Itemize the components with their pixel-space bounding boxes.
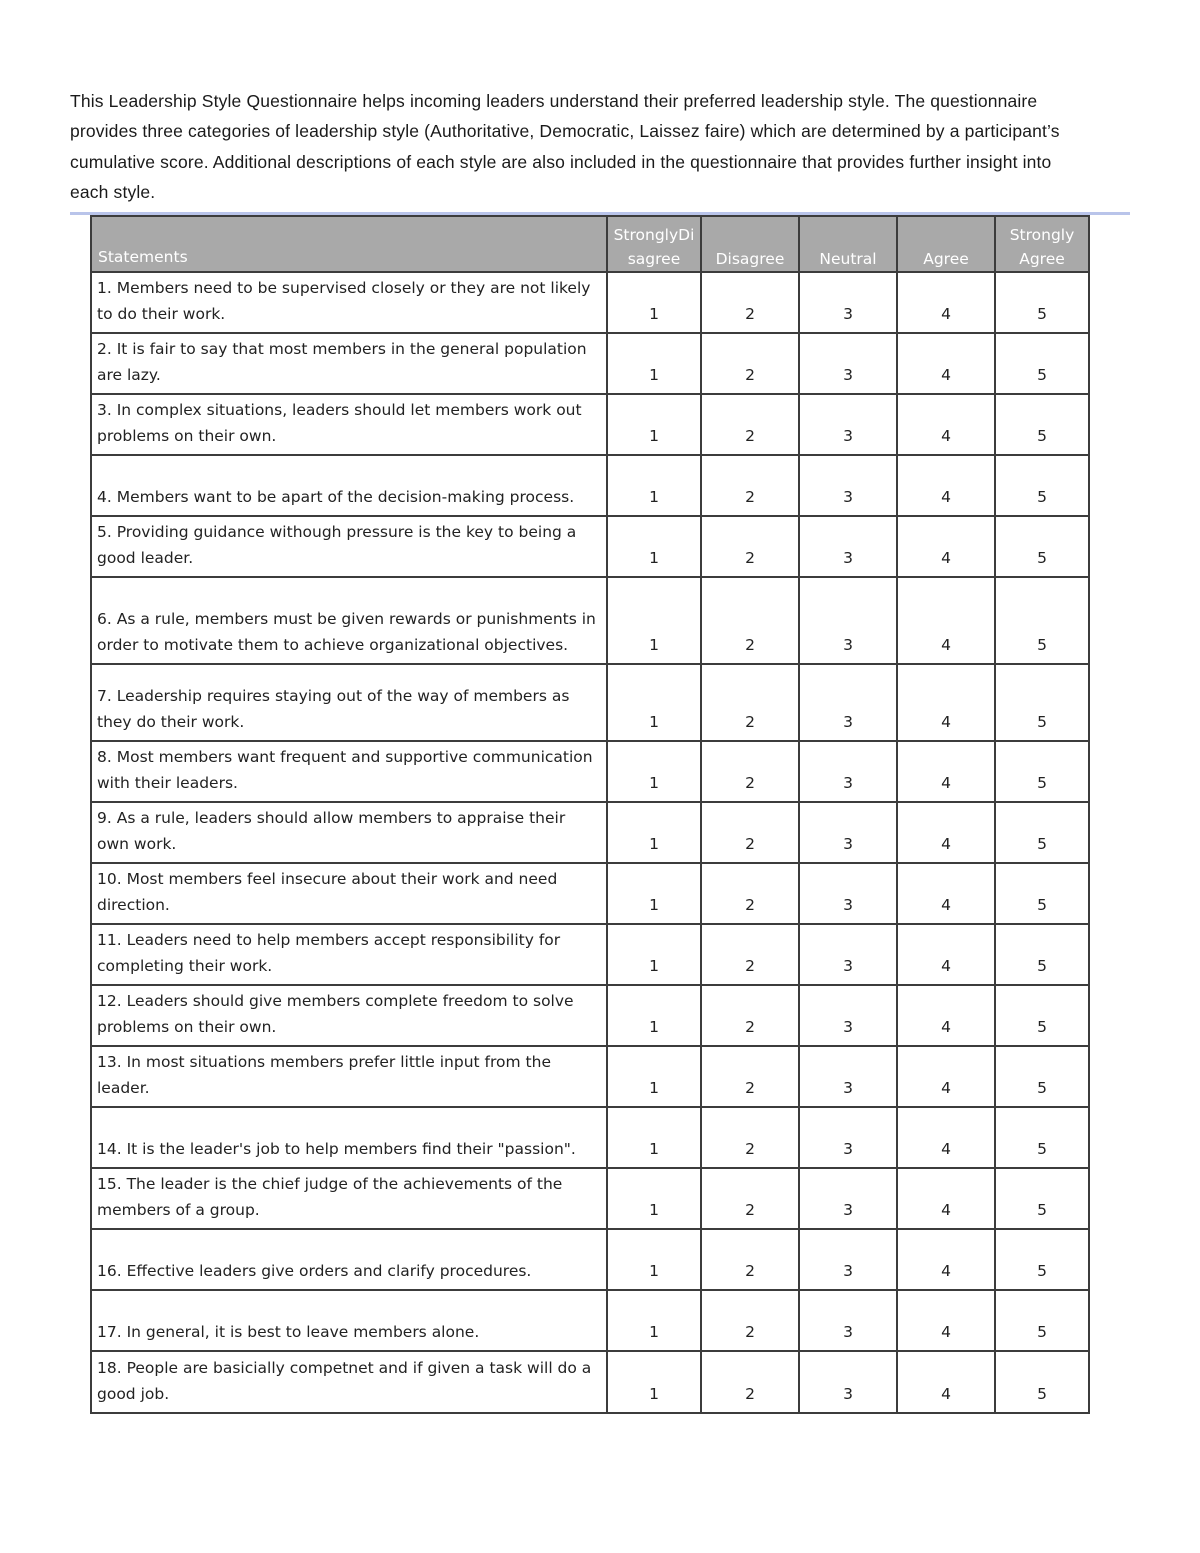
table-row [91, 924, 1089, 985]
score-option-2[interactable]: 2 [701, 272, 799, 333]
score-option-4[interactable]: 4 [897, 516, 995, 577]
intro-paragraph: This Leadership Style Questionnaire helps incoming leaders understand their preferred leadership style. The questionnaire provides three categories of leadership style (Authoritative, Democratic, Laissez faire) which are determined by a participant’s cumulative score. Additional descriptions of each style are also included in the questionnaire that provides further insight into each style. [70, 90, 1060, 202]
score-option-2[interactable]: 2 [701, 1351, 799, 1413]
table-row [91, 863, 1089, 924]
header-disagree: Disagree [701, 216, 799, 272]
score-option-3[interactable]: 3 [799, 863, 897, 924]
score-option-2[interactable]: 2 [701, 333, 799, 394]
table-row [91, 1168, 1089, 1229]
score-option-4[interactable]: 4 [897, 664, 995, 741]
score-option-3[interactable]: 3 [799, 333, 897, 394]
score-option-5[interactable]: 5 [995, 664, 1089, 741]
statement-cell: 6. As a rule, members must be given rewards or punishments in order to motivate them to achieve organizational objectives. [91, 577, 607, 664]
score-option-3[interactable]: 3 [799, 741, 897, 802]
score-option-3[interactable]: 3 [799, 1107, 897, 1168]
score-option-3[interactable]: 3 [799, 1046, 897, 1107]
statement-cell: 14. It is the leader's job to help members find their "passion". [91, 1107, 607, 1168]
statement-cell: 13. In most situations members prefer little input from the leader. [91, 1046, 607, 1107]
table-row [91, 272, 1089, 333]
score-option-1[interactable]: 1 [607, 1351, 701, 1413]
score-option-5[interactable]: 5 [995, 802, 1089, 863]
score-option-2[interactable]: 2 [701, 1107, 799, 1168]
table-row [91, 1046, 1089, 1107]
statement-cell: 7. Leadership requires staying out of the way of members as they do their work. [91, 664, 607, 741]
table-row [91, 1290, 1089, 1351]
statement-cell: 4. Members want to be apart of the decision-making process. [91, 455, 607, 516]
score-option-1[interactable]: 1 [607, 863, 701, 924]
score-option-4[interactable]: 4 [897, 1290, 995, 1351]
score-option-4[interactable]: 4 [897, 455, 995, 516]
score-option-1[interactable]: 1 [607, 272, 701, 333]
score-option-5[interactable]: 5 [995, 394, 1089, 455]
score-option-5[interactable]: 5 [995, 1168, 1089, 1229]
score-option-4[interactable]: 4 [897, 1351, 995, 1413]
score-option-5[interactable]: 5 [995, 924, 1089, 985]
score-option-1[interactable]: 1 [607, 924, 701, 985]
statement-cell: 3. In complex situations, leaders should let members work out problems on their own. [91, 394, 607, 455]
score-option-2[interactable]: 2 [701, 1168, 799, 1229]
table-row [91, 741, 1089, 802]
score-option-5[interactable]: 5 [995, 1107, 1089, 1168]
table-row [91, 1107, 1089, 1168]
table-row [91, 664, 1089, 741]
score-option-4[interactable]: 4 [897, 1168, 995, 1229]
score-option-4[interactable]: 4 [897, 1229, 995, 1290]
score-option-2[interactable]: 2 [701, 802, 799, 863]
score-option-5[interactable]: 5 [995, 1046, 1089, 1107]
statement-cell: 15. The leader is the chief judge of the achievements of the members of a group. [91, 1168, 607, 1229]
score-option-5[interactable]: 5 [995, 1351, 1089, 1413]
statement-cell: 16. Effective leaders give orders and clarify procedures. [91, 1229, 607, 1290]
score-option-5[interactable]: 5 [995, 1290, 1089, 1351]
score-option-1[interactable]: 1 [607, 1290, 701, 1351]
score-option-1[interactable]: 1 [607, 985, 701, 1046]
score-option-3[interactable]: 3 [799, 985, 897, 1046]
header-agree: Agree [897, 216, 995, 272]
score-option-5[interactable]: 5 [995, 741, 1089, 802]
score-option-2[interactable]: 2 [701, 516, 799, 577]
table-row [91, 577, 1089, 664]
score-option-3[interactable]: 3 [799, 1229, 897, 1290]
score-option-3[interactable]: 3 [799, 1168, 897, 1229]
statement-cell: 18. People are basicially competnet and if given a task will do a good job. [91, 1351, 607, 1413]
statement-cell: 10. Most members feel insecure about their work and need direction. [91, 863, 607, 924]
score-option-4[interactable]: 4 [897, 394, 995, 455]
score-option-1[interactable]: 1 [607, 1046, 701, 1107]
score-option-1[interactable]: 1 [607, 394, 701, 455]
header-neutral: Neutral [799, 216, 897, 272]
score-option-3[interactable]: 3 [799, 664, 897, 741]
score-option-1[interactable]: 1 [607, 1229, 701, 1290]
table-row [91, 985, 1089, 1046]
score-option-4[interactable]: 4 [897, 741, 995, 802]
statement-cell: 5. Providing guidance withough pressure is the key to being a good leader. [91, 516, 607, 577]
questionnaire-table [90, 215, 1090, 1414]
score-option-2[interactable]: 2 [701, 1290, 799, 1351]
table-row [91, 394, 1089, 455]
score-option-1[interactable]: 1 [607, 577, 701, 664]
score-option-4[interactable]: 4 [897, 272, 995, 333]
score-option-3[interactable]: 3 [799, 516, 897, 577]
score-option-5[interactable]: 5 [995, 455, 1089, 516]
score-option-1[interactable]: 1 [607, 1168, 701, 1229]
score-option-4[interactable]: 4 [897, 1107, 995, 1168]
score-option-2[interactable]: 2 [701, 924, 799, 985]
score-option-3[interactable]: 3 [799, 272, 897, 333]
score-option-3[interactable]: 3 [799, 802, 897, 863]
score-option-4[interactable]: 4 [897, 333, 995, 394]
score-option-1[interactable]: 1 [607, 664, 701, 741]
score-option-3[interactable]: 3 [799, 1351, 897, 1413]
score-option-4[interactable]: 4 [897, 802, 995, 863]
score-option-3[interactable]: 3 [799, 924, 897, 985]
table-row [91, 455, 1089, 516]
table-row [91, 1351, 1089, 1413]
score-option-2[interactable]: 2 [701, 985, 799, 1046]
statement-cell: 8. Most members want frequent and supportive communication with their leaders. [91, 741, 607, 802]
header-strongly-agree: Strongly Agree [995, 216, 1089, 272]
score-option-3[interactable]: 3 [799, 394, 897, 455]
table-row [91, 333, 1089, 394]
table-row [91, 802, 1089, 863]
score-option-4[interactable]: 4 [897, 985, 995, 1046]
score-option-4[interactable]: 4 [897, 924, 995, 985]
statement-cell: 11. Leaders need to help members accept responsibility for completing their work. [91, 924, 607, 985]
statement-cell: 1. Members need to be supervised closely or they are not likely to do their work. [91, 272, 607, 333]
header-strongly-disagree: StronglyDi sagree [607, 216, 701, 272]
score-option-2[interactable]: 2 [701, 455, 799, 516]
score-option-5[interactable]: 5 [995, 577, 1089, 664]
score-option-2[interactable]: 2 [701, 1046, 799, 1107]
score-option-2[interactable]: 2 [701, 577, 799, 664]
header-row [91, 216, 1089, 272]
table-row [91, 516, 1089, 577]
score-option-5[interactable]: 5 [995, 863, 1089, 924]
score-option-2[interactable]: 2 [701, 863, 799, 924]
score-option-3[interactable]: 3 [799, 577, 897, 664]
score-option-5[interactable]: 5 [995, 985, 1089, 1046]
statement-cell: 9. As a rule, leaders should allow members to appraise their own work. [91, 802, 607, 863]
statement-cell: 17. In general, it is best to leave members alone. [91, 1290, 607, 1351]
score-option-3[interactable]: 3 [799, 1290, 897, 1351]
score-option-2[interactable]: 2 [701, 1229, 799, 1290]
score-option-2[interactable]: 2 [701, 741, 799, 802]
score-option-4[interactable]: 4 [897, 1046, 995, 1107]
score-option-1[interactable]: 1 [607, 802, 701, 863]
score-option-4[interactable]: 4 [897, 863, 995, 924]
score-option-1[interactable]: 1 [607, 741, 701, 802]
score-option-2[interactable]: 2 [701, 394, 799, 455]
score-option-5[interactable]: 5 [995, 272, 1089, 333]
score-option-3[interactable]: 3 [799, 455, 897, 516]
score-option-4[interactable]: 4 [897, 577, 995, 664]
score-option-1[interactable]: 1 [607, 333, 701, 394]
header-statements: Statements [91, 216, 607, 272]
score-option-1[interactable]: 1 [607, 455, 701, 516]
score-option-5[interactable]: 5 [995, 1229, 1089, 1290]
statement-cell: 2. It is fair to say that most members in the general population are lazy. [91, 333, 607, 394]
score-option-5[interactable]: 5 [995, 333, 1089, 394]
score-option-1[interactable]: 1 [607, 516, 701, 577]
score-option-5[interactable]: 5 [995, 516, 1089, 577]
table-row [91, 1229, 1089, 1290]
statement-cell: 12. Leaders should give members complete freedom to solve problems on their own. [91, 985, 607, 1046]
score-option-2[interactable]: 2 [701, 664, 799, 741]
score-option-1[interactable]: 1 [607, 1107, 701, 1168]
